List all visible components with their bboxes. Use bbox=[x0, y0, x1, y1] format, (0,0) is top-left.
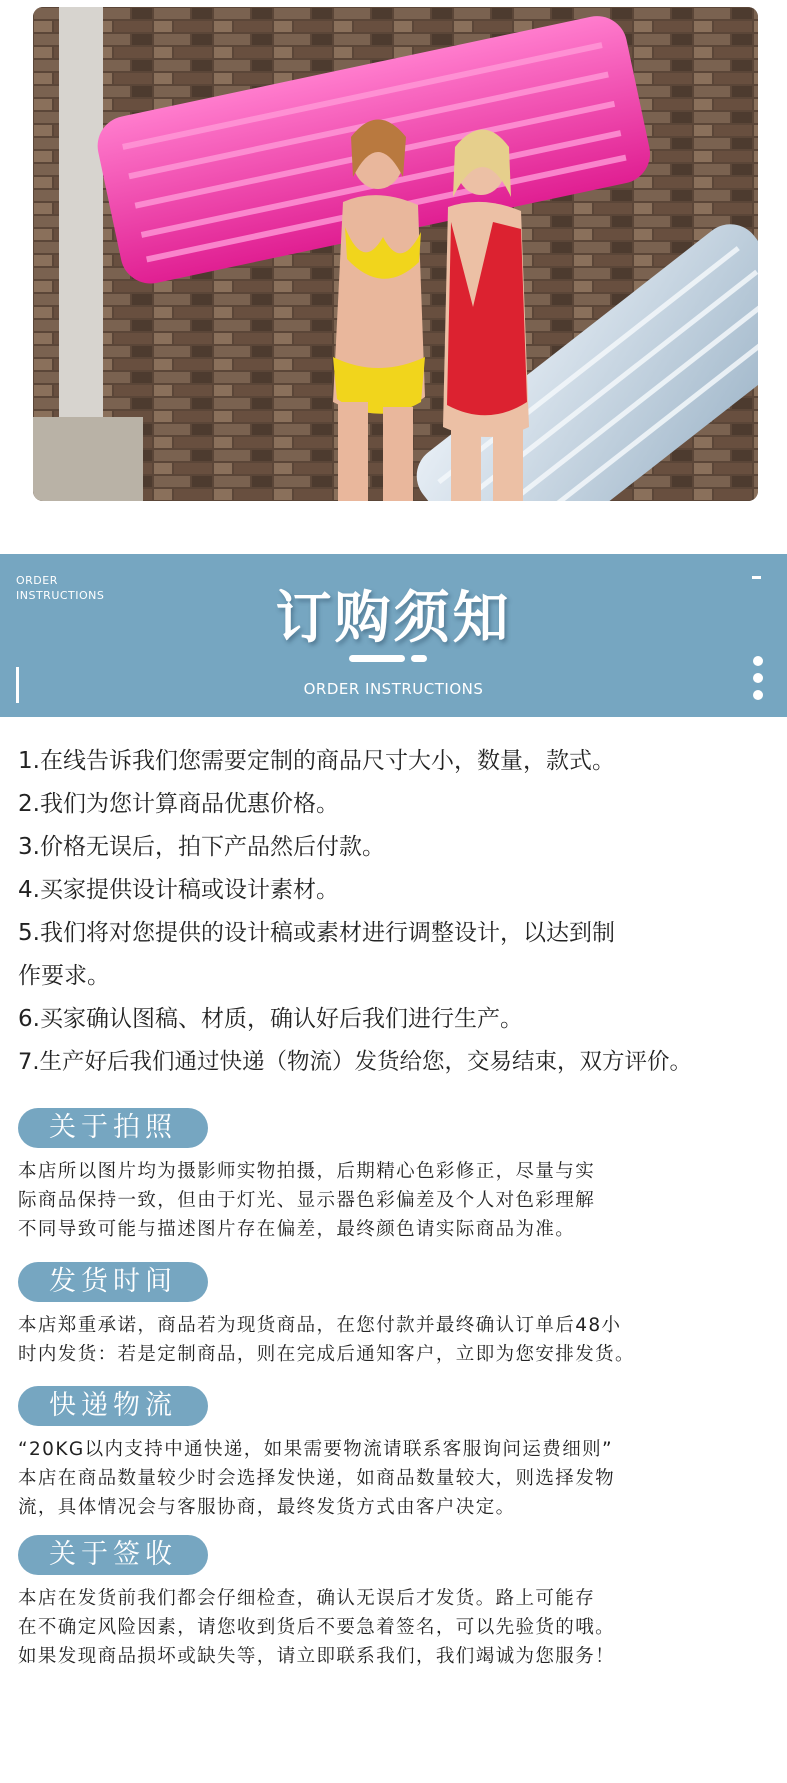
order-step-1: 1.在线告诉我们您需要定制的商品尺寸大小，数量，款式。 bbox=[18, 748, 615, 774]
section-body-courier-logistics bbox=[18, 1435, 778, 1522]
section-text-line: 在不确定风险因素，请您收到货后不要急着签名，可以先验货的哦。 bbox=[18, 1617, 616, 1638]
order-step-5-continued: 作要求。 bbox=[18, 963, 110, 989]
banner-dash-decoration bbox=[752, 576, 761, 579]
banner-underline-short bbox=[411, 655, 427, 662]
section-receipt bbox=[18, 1535, 778, 1671]
section-title-receipt: 关于签收 bbox=[18, 1535, 208, 1575]
banner-small-english-line2: INSTRUCTIONS bbox=[16, 589, 105, 602]
section-photography bbox=[18, 1108, 778, 1244]
section-body-receipt bbox=[18, 1584, 778, 1671]
section-text-line: 流，具体情况会与客服协商，最终发货方式由客户决定。 bbox=[18, 1497, 516, 1518]
section-text-line: 不同导致可能与描述图片存在偏差，最终颜色请实际商品为准。 bbox=[18, 1219, 576, 1240]
section-courier-logistics bbox=[18, 1386, 778, 1522]
section-text-line: 本店在商品数量较少时会选择发快递，如商品数量较大，则选择发物 bbox=[18, 1468, 616, 1489]
section-body-photography bbox=[18, 1157, 778, 1244]
order-step-6: 6.买家确认图稿、材质，确认好后我们进行生产。 bbox=[18, 1006, 523, 1032]
section-title-photography: 关于拍照 bbox=[18, 1108, 208, 1148]
section-body-shipping-time bbox=[18, 1311, 778, 1369]
photo-illustration bbox=[33, 7, 758, 501]
product-photo bbox=[33, 7, 758, 501]
section-text-line: 时内发货：若是定制商品，则在完成后通知客户，立即为您安排发货。 bbox=[18, 1344, 635, 1365]
order-step-3: 3.价格无误后，拍下产品然后付款。 bbox=[18, 834, 385, 860]
section-shipping-time bbox=[18, 1262, 778, 1369]
order-step-5: 5.我们将对您提供的设计稿或素材进行调整设计，以达到制 bbox=[18, 920, 615, 946]
order-step-2: 2.我们为您计算商品优惠价格。 bbox=[18, 791, 339, 817]
section-text-line: 如果发现商品损坏或缺失等，请立即联系我们，我们竭诚为您服务！ bbox=[18, 1646, 616, 1667]
section-text-line: 本店在发货前我们都会仔细检查，确认无误后才发货。路上可能存 bbox=[18, 1588, 596, 1609]
order-step-4: 4.买家提供设计稿或设计素材。 bbox=[18, 877, 339, 903]
banner-subtitle-english: ORDER INSTRUCTIONS bbox=[303, 680, 484, 698]
section-title-courier-logistics: 快递物流 bbox=[18, 1386, 208, 1426]
banner-title: 订购须知 bbox=[275, 586, 512, 651]
order-step-7: 7.生产好后我们通过快递（物流）发货给您，交易结束，双方评价。 bbox=[18, 1049, 692, 1075]
section-title-shipping-time: 发货时间 bbox=[18, 1262, 208, 1302]
banner-small-english-line1: ORDER bbox=[16, 574, 58, 587]
banner-dot-decoration bbox=[753, 656, 763, 666]
section-text-line: 本店所以图片均为摄影师实物拍摄，后期精心色彩修正，尽量与实 bbox=[18, 1161, 596, 1182]
banner-left-bar bbox=[16, 667, 19, 703]
section-text-line: 本店郑重承诺，商品若为现货商品，在您付款并最终确认订单后48小 bbox=[18, 1315, 622, 1336]
banner-dot-decoration bbox=[753, 673, 763, 683]
section-text-line: 际商品保持一致，但由于灯光、显示器色彩偏差及个人对色彩理解 bbox=[18, 1190, 596, 1211]
banner-dot-decoration bbox=[753, 690, 763, 700]
banner-underline-long bbox=[349, 655, 405, 662]
order-steps-list bbox=[18, 740, 787, 1084]
order-instructions-banner bbox=[0, 554, 787, 717]
section-text-line: “20KG以内支持中通快递，如果需要物流请联系客服询问运费细则” bbox=[18, 1439, 613, 1460]
